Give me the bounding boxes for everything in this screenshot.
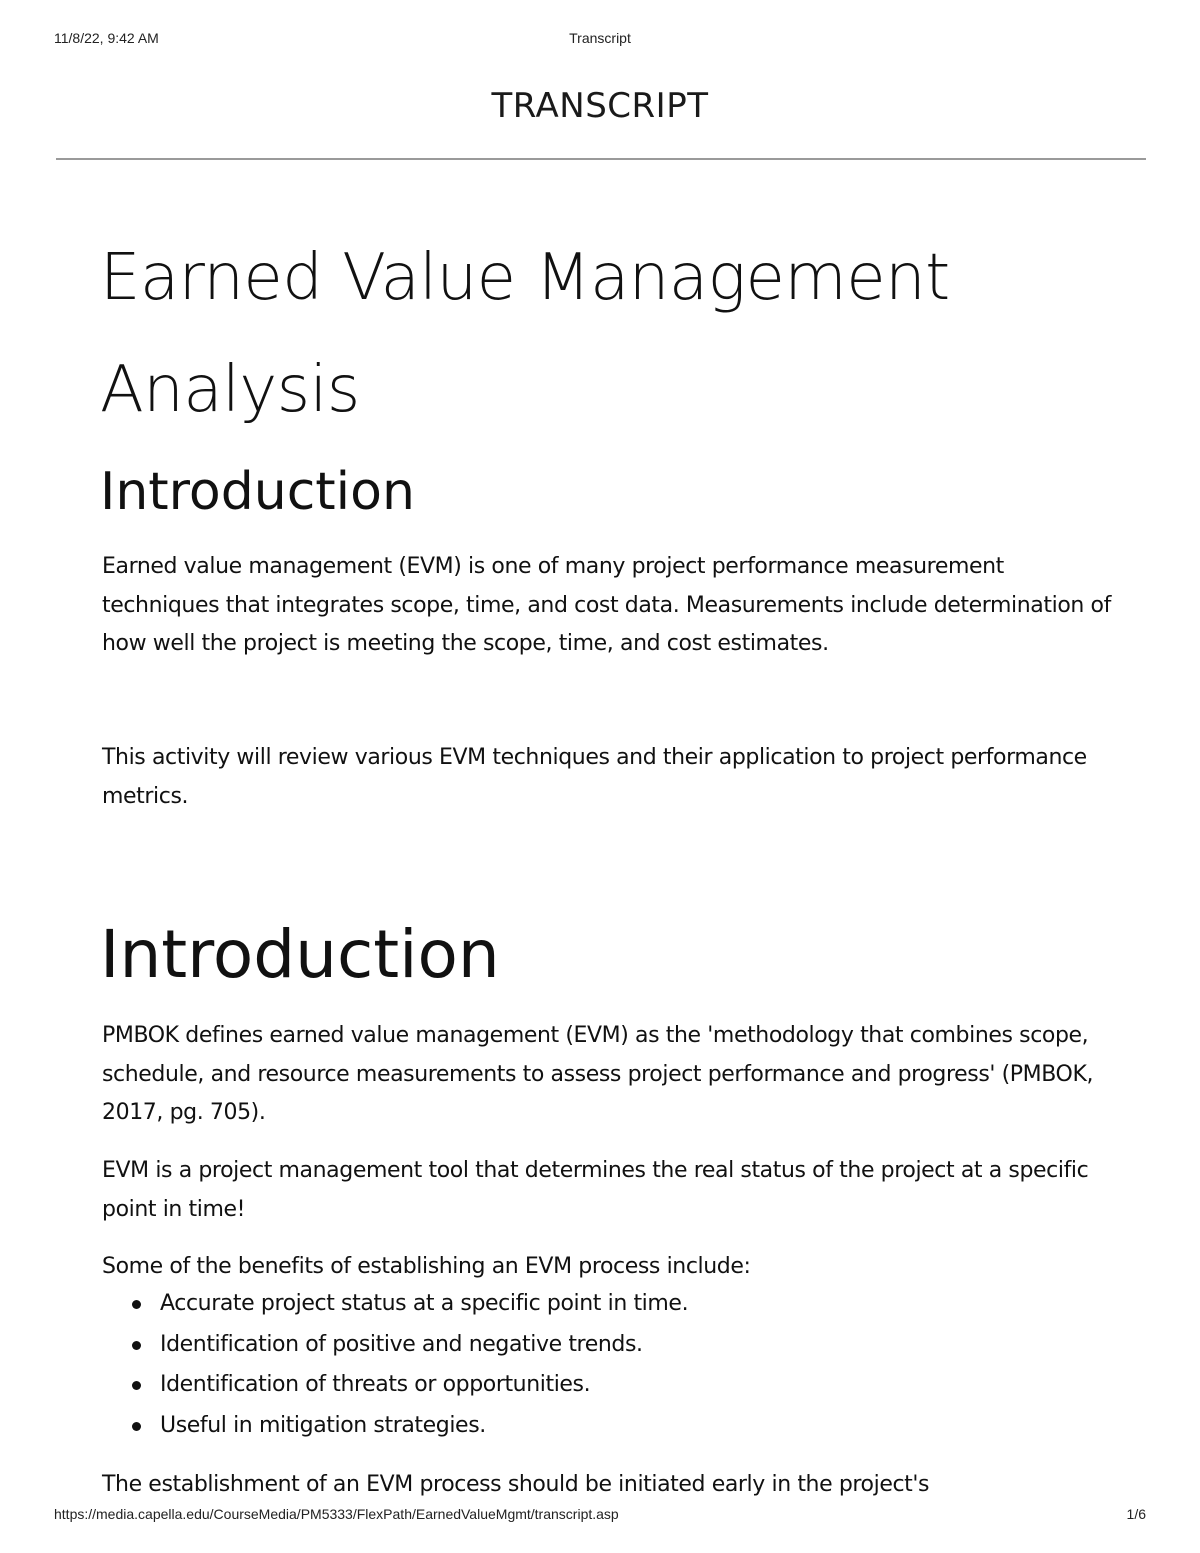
section-1-paragraph-2: This activity will review various EVM techniques and their application to project performance metrics.	[102, 745, 1087, 809]
section-2-paragraph-1: PMBOK defines earned value management (EVM) as the 'methodology that combines scope, schedule, and resource measurements to assess project performance and progress' (PMBOK, 2017, pg. 705).	[102, 1023, 1094, 1125]
header-divider	[56, 158, 1146, 160]
list-item	[160, 1284, 1160, 1325]
list-item-text: Identification of positive and negative trends.	[160, 1331, 643, 1357]
document-title-line-2: Analysis	[100, 353, 360, 427]
transcript-heading: TRANSCRIPT	[491, 86, 709, 126]
print-datetime: 11/8/22, 9:42 AM	[54, 30, 159, 46]
document-title	[100, 222, 1140, 446]
print-header	[54, 30, 1146, 50]
print-page-title: Transcript	[569, 30, 631, 46]
bullet-icon	[132, 1381, 141, 1390]
print-footer	[54, 1506, 1146, 1526]
section-2-paragraph-2: EVM is a project management tool that determines the real status of the project at a specific point in time!	[102, 1158, 1089, 1222]
bullet-icon	[132, 1300, 141, 1309]
section-1-heading: Introduction	[100, 462, 415, 522]
benefits-list	[102, 1284, 1160, 1446]
list-item	[160, 1406, 1160, 1447]
list-item	[160, 1365, 1160, 1406]
list-item-text: Accurate project status at a specific point in time.	[160, 1291, 689, 1316]
benefits-intro: Some of the benefits of establishing an EVM process include:	[102, 1254, 751, 1279]
bullet-icon	[132, 1341, 141, 1350]
list-item	[160, 1325, 1160, 1366]
list-item-text: Useful in mitigation strategies.	[160, 1412, 486, 1438]
page-url: https://media.capella.edu/CourseMedia/PM5333/FlexPath/EarnedValueMgmt/transcript.asp	[54, 1506, 619, 1522]
bullet-icon	[132, 1422, 141, 1431]
section-1-paragraph-1: Earned value management (EVM) is one of many project performance measurement techniques that integrates scope, time, and cost data. Measurements include determination of how well the project is meeting the scope, time, and cost estimates.	[102, 554, 1111, 656]
page-number: 1/6	[1126, 1506, 1146, 1522]
section-2-heading: Introduction	[100, 916, 500, 993]
list-item-text: Identification of threats or opportunities.	[160, 1372, 591, 1397]
document-title-line-1: Earned Value Management	[100, 241, 950, 315]
section-2-paragraph-3: The establishment of an EVM process should be initiated early in the project's	[102, 1472, 930, 1497]
